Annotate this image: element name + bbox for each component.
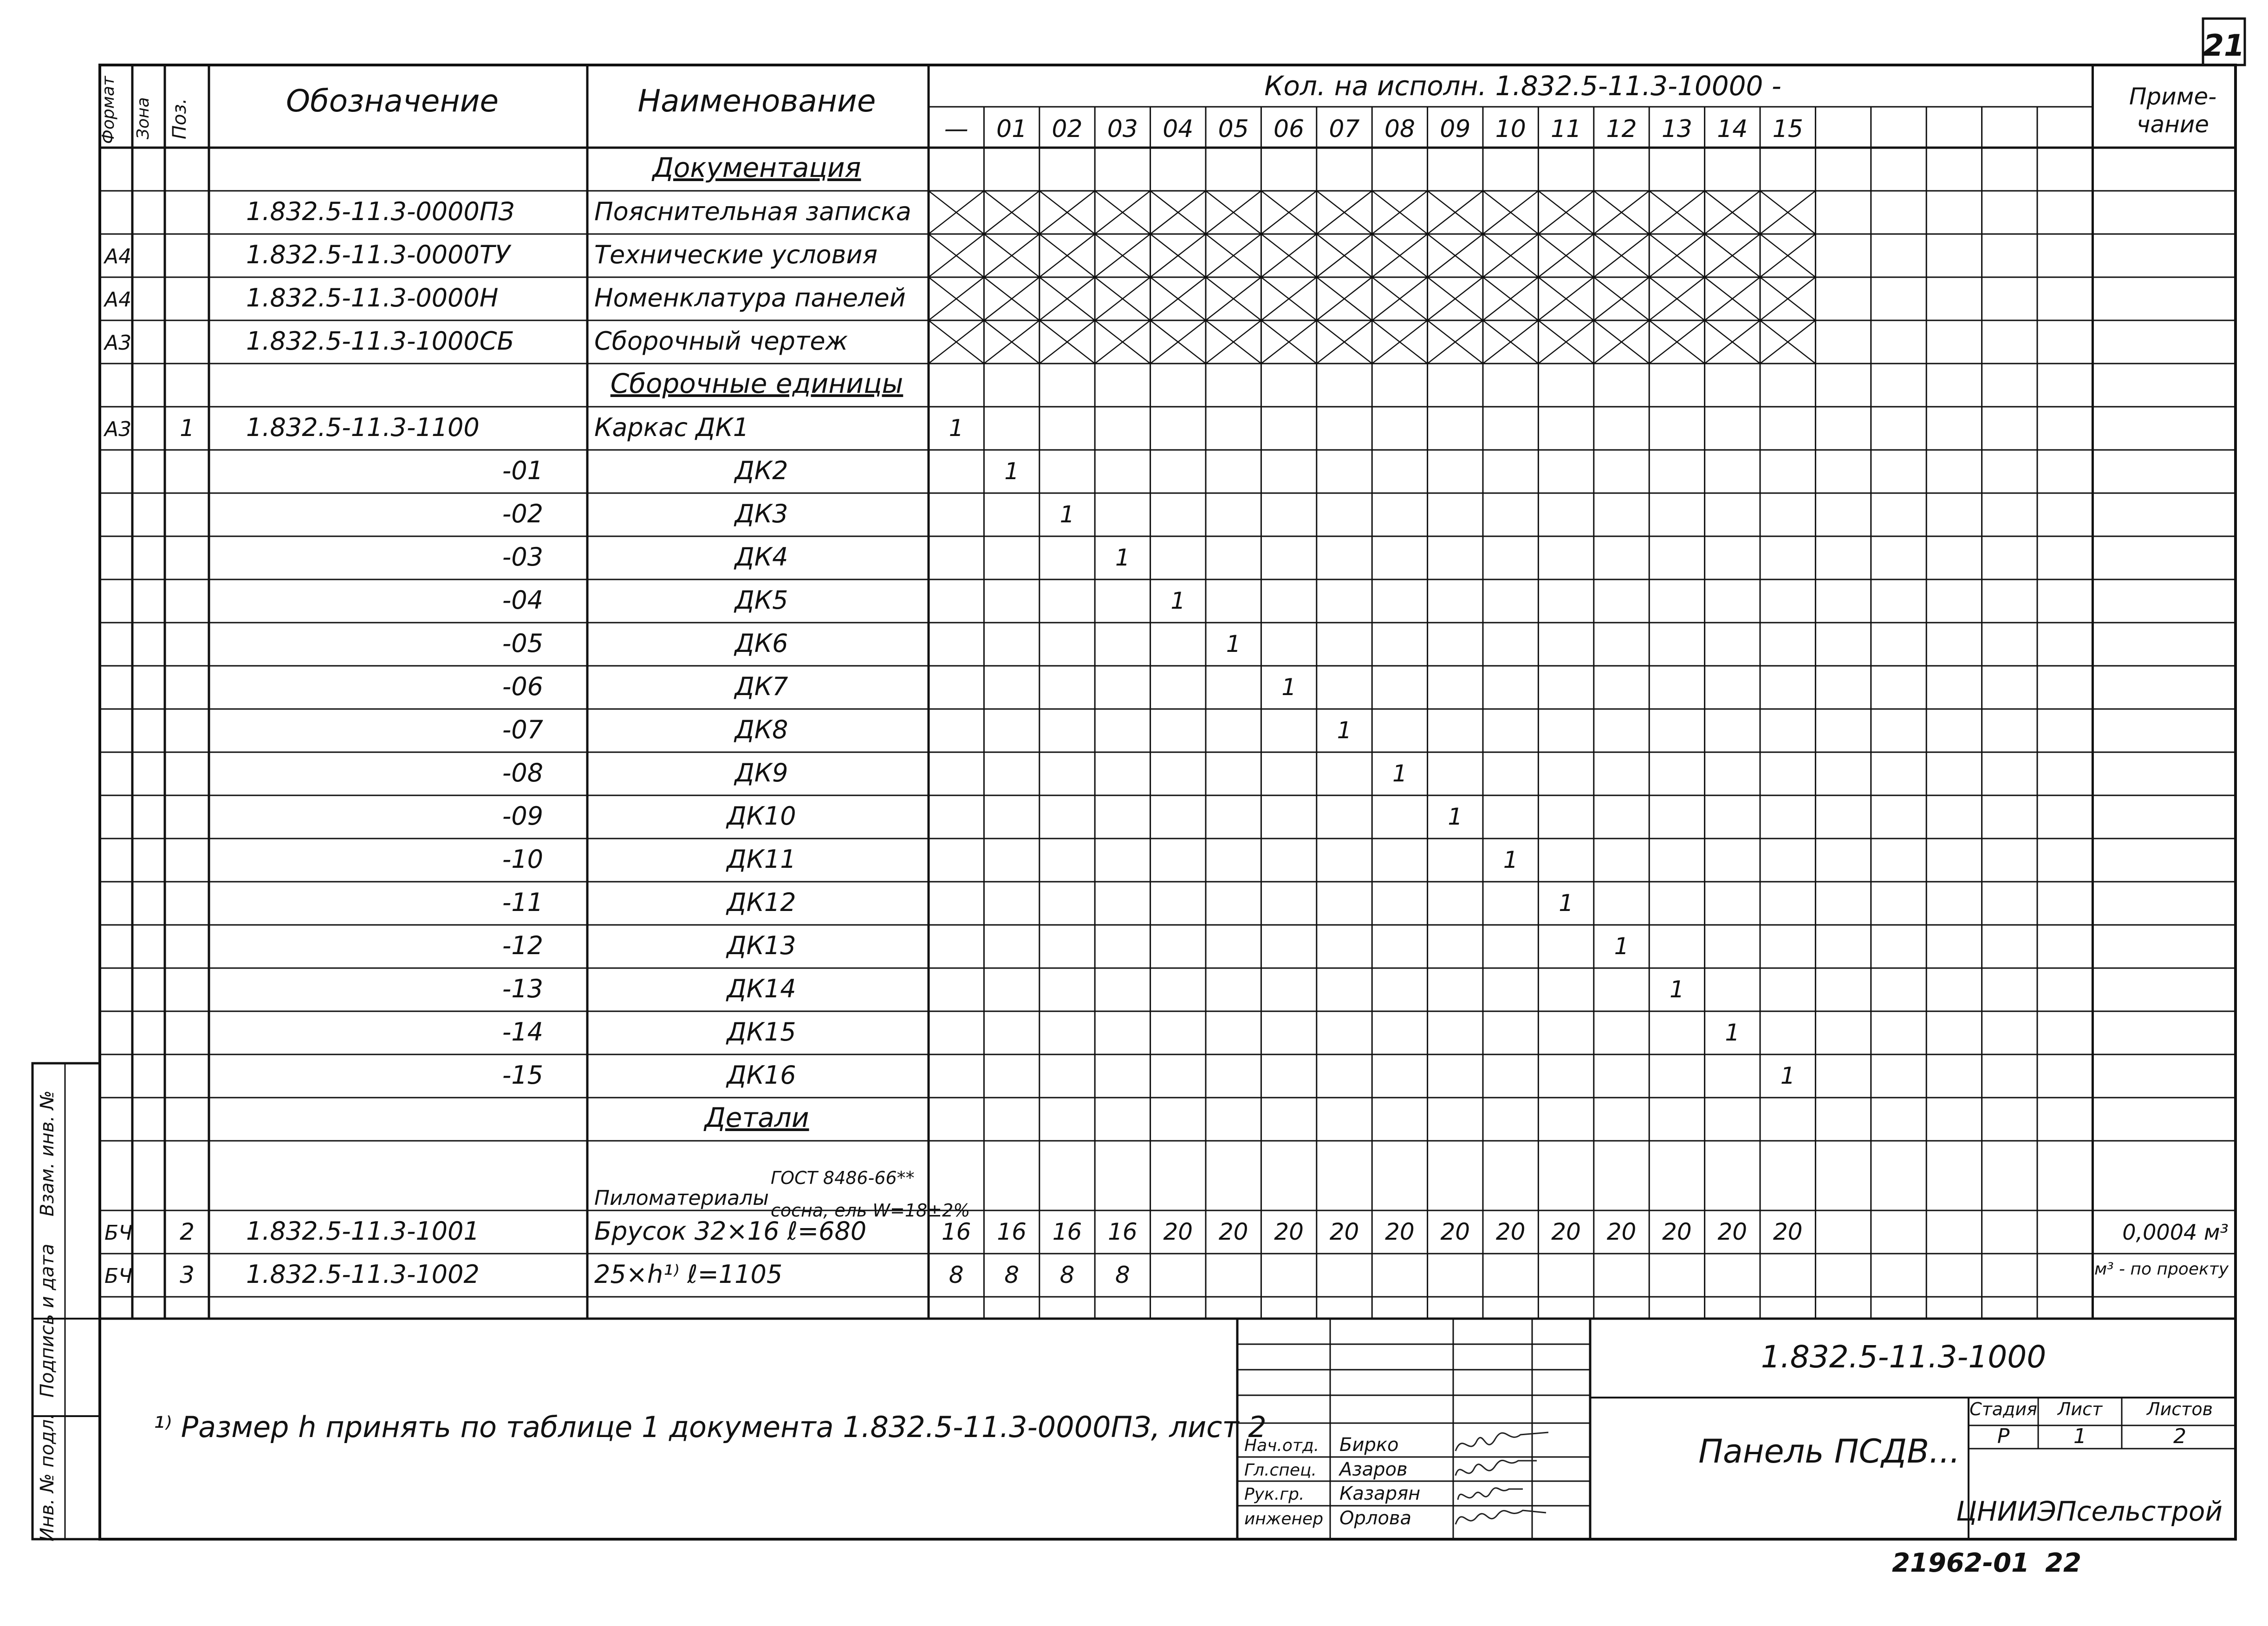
table-row: [502, 585, 1185, 615]
cell-pos: 3: [180, 1262, 195, 1289]
table-row: [502, 542, 1130, 572]
cell-qty: 1: [1337, 717, 1352, 744]
title-sheets: 2: [2173, 1424, 2186, 1448]
table-row: [502, 715, 1352, 744]
lumber-spec: сосна, ель W=18±2%: [771, 1200, 970, 1221]
sheet-number: 21: [2203, 29, 2245, 63]
table-row: [103, 413, 964, 442]
cell-name: ДК3: [734, 499, 788, 529]
cell-name: ДК6: [734, 629, 788, 658]
cell-name: Брусок 32×16 ℓ=680: [594, 1216, 867, 1246]
cell-name: ДК10: [727, 801, 796, 831]
title-sheets-label: Листов: [2147, 1399, 2213, 1419]
cell-name: ДК14: [727, 974, 796, 1004]
cell-name: ДК11: [727, 845, 796, 874]
title-organization: ЦНИИЭПсельстрой: [1956, 1496, 2223, 1527]
cell-qty: 1: [949, 415, 964, 442]
title-stage: Р: [1997, 1424, 2010, 1448]
cell-qty: 1: [1669, 976, 1684, 1003]
cell-format: БЧ: [104, 1221, 133, 1245]
cell-designation: 1.832.5-11.3-1100: [246, 413, 480, 442]
cell-pos: 1: [180, 415, 195, 442]
signature-3: [1458, 1488, 1523, 1500]
cell-designation: -07: [502, 715, 543, 745]
table-row: [502, 456, 1019, 485]
cell-qty: 1: [1559, 890, 1574, 917]
cell-designation: -10: [502, 845, 543, 874]
cell-designation: -04: [502, 585, 543, 615]
sig-role-2: Гл.спец.: [1244, 1461, 1317, 1480]
cell-designation: 1.832.5-11.3-0000Н: [246, 283, 499, 313]
table-row: [502, 1060, 1795, 1090]
table-row: [502, 758, 1407, 787]
cell-qty: 1: [1115, 544, 1130, 572]
table-row: [104, 1260, 2229, 1289]
cell-name: ДК8: [734, 715, 788, 745]
title-sheet: 1: [2073, 1424, 2086, 1448]
variant-label: 15: [1772, 115, 1803, 143]
cell-designation: -05: [502, 629, 543, 658]
cell-designation: -15: [502, 1060, 543, 1090]
cell-qty: 20: [1551, 1218, 1581, 1246]
table-row: [703, 1102, 809, 1133]
table-row: [502, 672, 1296, 701]
cell-qty: 1: [1725, 1019, 1740, 1047]
variant-label: 10: [1495, 115, 1526, 143]
cell-format: А3: [104, 417, 132, 442]
cell-designation: -14: [502, 1017, 543, 1047]
cell-qty: 1: [1614, 933, 1629, 960]
header-format: Формат: [99, 76, 118, 144]
cell-qty: 16: [1108, 1218, 1137, 1246]
header-quantity-title: Кол. на исполн. 1.832.5-11.3-10000 -: [1264, 70, 1781, 102]
cell-qty: 20: [1440, 1218, 1470, 1246]
cell-pos: 2: [180, 1218, 195, 1246]
signature-1: [1456, 1432, 1548, 1451]
cell-qty: 20: [1662, 1218, 1692, 1246]
spec-rows: [103, 152, 2229, 1289]
variant-label: 04: [1163, 115, 1194, 143]
lumber-gost: ГОСТ 8486-66**: [771, 1168, 915, 1188]
header-zone: Зона: [134, 97, 153, 139]
header-remarks-line1: Приме-: [2129, 83, 2217, 110]
bottom-page: 22: [2045, 1548, 2081, 1578]
sig-name-4: Орлова: [1339, 1508, 1411, 1529]
cell-designation: -02: [502, 499, 543, 529]
cell-designation: -01: [502, 456, 543, 486]
cell-name: ДК9: [734, 758, 788, 788]
cell-designation: -11: [502, 888, 543, 917]
cell-qty: 8: [949, 1262, 964, 1289]
cell-designation: -13: [502, 974, 543, 1004]
section-heading: Сборочные единицы: [610, 368, 903, 400]
cell-designation: -12: [502, 931, 543, 961]
lumber-prefix: Пиломатериалы: [594, 1186, 769, 1210]
table-row: [502, 931, 1629, 960]
cell-note: 0,0004 м³: [2122, 1220, 2229, 1245]
cell-qty: 8: [1115, 1262, 1130, 1289]
cell-qty: 1: [1448, 803, 1463, 831]
cell-designation: -08: [502, 758, 543, 788]
cell-designation: 1.832.5-11.3-1002: [246, 1260, 480, 1289]
handwritten-signatures: [1456, 1432, 1548, 1524]
cell-name: ДК2: [734, 456, 788, 486]
sig-role-4: инженер: [1244, 1509, 1324, 1528]
cell-name: ДК13: [727, 931, 796, 961]
cell-qty: 1: [1226, 631, 1241, 658]
cell-designation: 1.832.5-11.3-0000ПЗ: [246, 197, 514, 227]
cell-qty: 20: [1773, 1218, 1803, 1246]
section-heading: Детали: [704, 1102, 809, 1134]
variant-label: 02: [1052, 115, 1083, 143]
cell-designation: -09: [502, 801, 543, 831]
cell-note: м³ - по проекту: [2094, 1260, 2229, 1279]
cell-qty: 1: [1059, 501, 1075, 528]
variant-label: 05: [1218, 115, 1249, 143]
header-designation: Обозначение: [286, 83, 499, 119]
cell-qty: 20: [1717, 1218, 1748, 1246]
cell-designation: 1.832.5-11.3-1001: [246, 1216, 480, 1246]
cell-name: ДК5: [734, 585, 788, 615]
variant-label: —: [944, 115, 968, 143]
header-name: Наименование: [637, 83, 876, 119]
sig-name-1: Бирко: [1339, 1434, 1399, 1456]
cell-qty: 1: [1281, 674, 1297, 701]
cell-designation: 1.832.5-11.3-0000ТУ: [246, 240, 510, 270]
table-row: [103, 283, 906, 312]
variant-label: 13: [1661, 115, 1692, 143]
table-row: [502, 974, 1684, 1003]
cell-name: Технические условия: [594, 240, 878, 270]
table-row: [502, 1017, 1740, 1047]
section-heading: Документация: [652, 152, 861, 184]
cell-designation: -03: [502, 542, 543, 572]
stamp-replace-inv: Взам. инв. №: [37, 1090, 58, 1216]
cell-name: Пояснительная записка: [594, 197, 911, 227]
variant-label: 07: [1329, 115, 1360, 143]
variant-label: 14: [1717, 115, 1748, 143]
title-sheet-label: Лист: [2057, 1399, 2103, 1419]
bottom-code: 21962-01: [1892, 1548, 2029, 1578]
cell-qty: 20: [1274, 1218, 1304, 1246]
cell-designation: -06: [502, 672, 543, 702]
cell-name: Сборочный чертеж: [594, 326, 848, 356]
cell-name: ДК7: [734, 672, 788, 702]
cell-qty: 16: [997, 1218, 1027, 1246]
cell-name: ДК4: [734, 542, 788, 572]
table-row: [103, 326, 848, 356]
table-row: [103, 240, 877, 269]
variant-header-labels: [944, 115, 1803, 143]
cell-designation: 1.832.5-11.3-1000СБ: [246, 326, 514, 356]
variant-label: 03: [1107, 115, 1138, 143]
table-row: [502, 629, 1241, 658]
variant-label: 01: [996, 115, 1027, 143]
variant-label: 12: [1606, 115, 1637, 143]
cell-qty: 16: [941, 1218, 971, 1246]
cell-name: ДК15: [727, 1017, 796, 1047]
cell-qty: 20: [1218, 1218, 1248, 1246]
header-remarks-line2: чание: [2136, 111, 2210, 138]
cell-qty: 20: [1385, 1218, 1415, 1246]
signature-2: [1456, 1460, 1537, 1476]
cell-name: 25×h¹⁾ ℓ=1105: [594, 1260, 783, 1289]
cell-qty: 20: [1606, 1218, 1637, 1246]
cell-qty: 20: [1495, 1218, 1526, 1246]
cell-qty: 20: [1329, 1218, 1359, 1246]
cell-name: ДК12: [727, 888, 796, 917]
header-pos: Поз.: [169, 98, 190, 139]
cell-qty: 20: [1163, 1218, 1193, 1246]
cell-qty: 8: [1004, 1262, 1020, 1289]
variant-label: 11: [1551, 115, 1582, 143]
table-row: [502, 888, 1573, 917]
cell-qty: 1: [1004, 458, 1020, 485]
cell-qty: 1: [1392, 760, 1407, 787]
stamp-sign-date: Подпись и дата: [37, 1243, 58, 1398]
cell-format: А3: [104, 331, 132, 355]
title-doc-code: 1.832.5-11.3-1000: [1761, 1339, 2047, 1375]
sig-name-3: Казарян: [1339, 1483, 1421, 1504]
title-stage-label: Стадия: [1969, 1399, 2037, 1419]
footnote: ¹⁾ Размер h принять по таблице 1 документа 1.832.5-11.3-0000ПЗ, лист 2: [153, 1410, 1267, 1444]
sig-name-2: Азаров: [1339, 1459, 1408, 1480]
sig-role-1: Нач.отд.: [1244, 1436, 1319, 1455]
cell-qty: 1: [1170, 587, 1186, 615]
cell-name: ДК16: [727, 1060, 796, 1090]
variant-label: 09: [1440, 115, 1471, 143]
variant-label: 08: [1384, 115, 1415, 143]
cell-name: Каркас ДК1: [594, 413, 749, 442]
table-row: [651, 152, 861, 183]
variant-label: 06: [1274, 115, 1305, 143]
cell-format: А4: [104, 245, 132, 269]
cell-qty: 8: [1059, 1262, 1075, 1289]
cell-format: А4: [104, 288, 132, 312]
table-row: [246, 197, 911, 226]
cell-qty: 1: [1503, 846, 1518, 874]
table-row: [502, 845, 1518, 874]
table-row: [502, 801, 1462, 831]
cell-qty: 1: [1780, 1062, 1795, 1090]
cell-name: Номенклатура панелей: [594, 283, 906, 313]
cell-qty: 16: [1052, 1218, 1082, 1246]
cell-format: БЧ: [104, 1264, 133, 1288]
sig-role-3: Рук.гр.: [1244, 1485, 1305, 1504]
table-row: [104, 1216, 2229, 1246]
title-product-name: Панель ПСДВ...: [1698, 1432, 1960, 1470]
stamp-inv-orig: Инв. № подл.: [37, 1413, 58, 1541]
table-row: [611, 368, 903, 399]
